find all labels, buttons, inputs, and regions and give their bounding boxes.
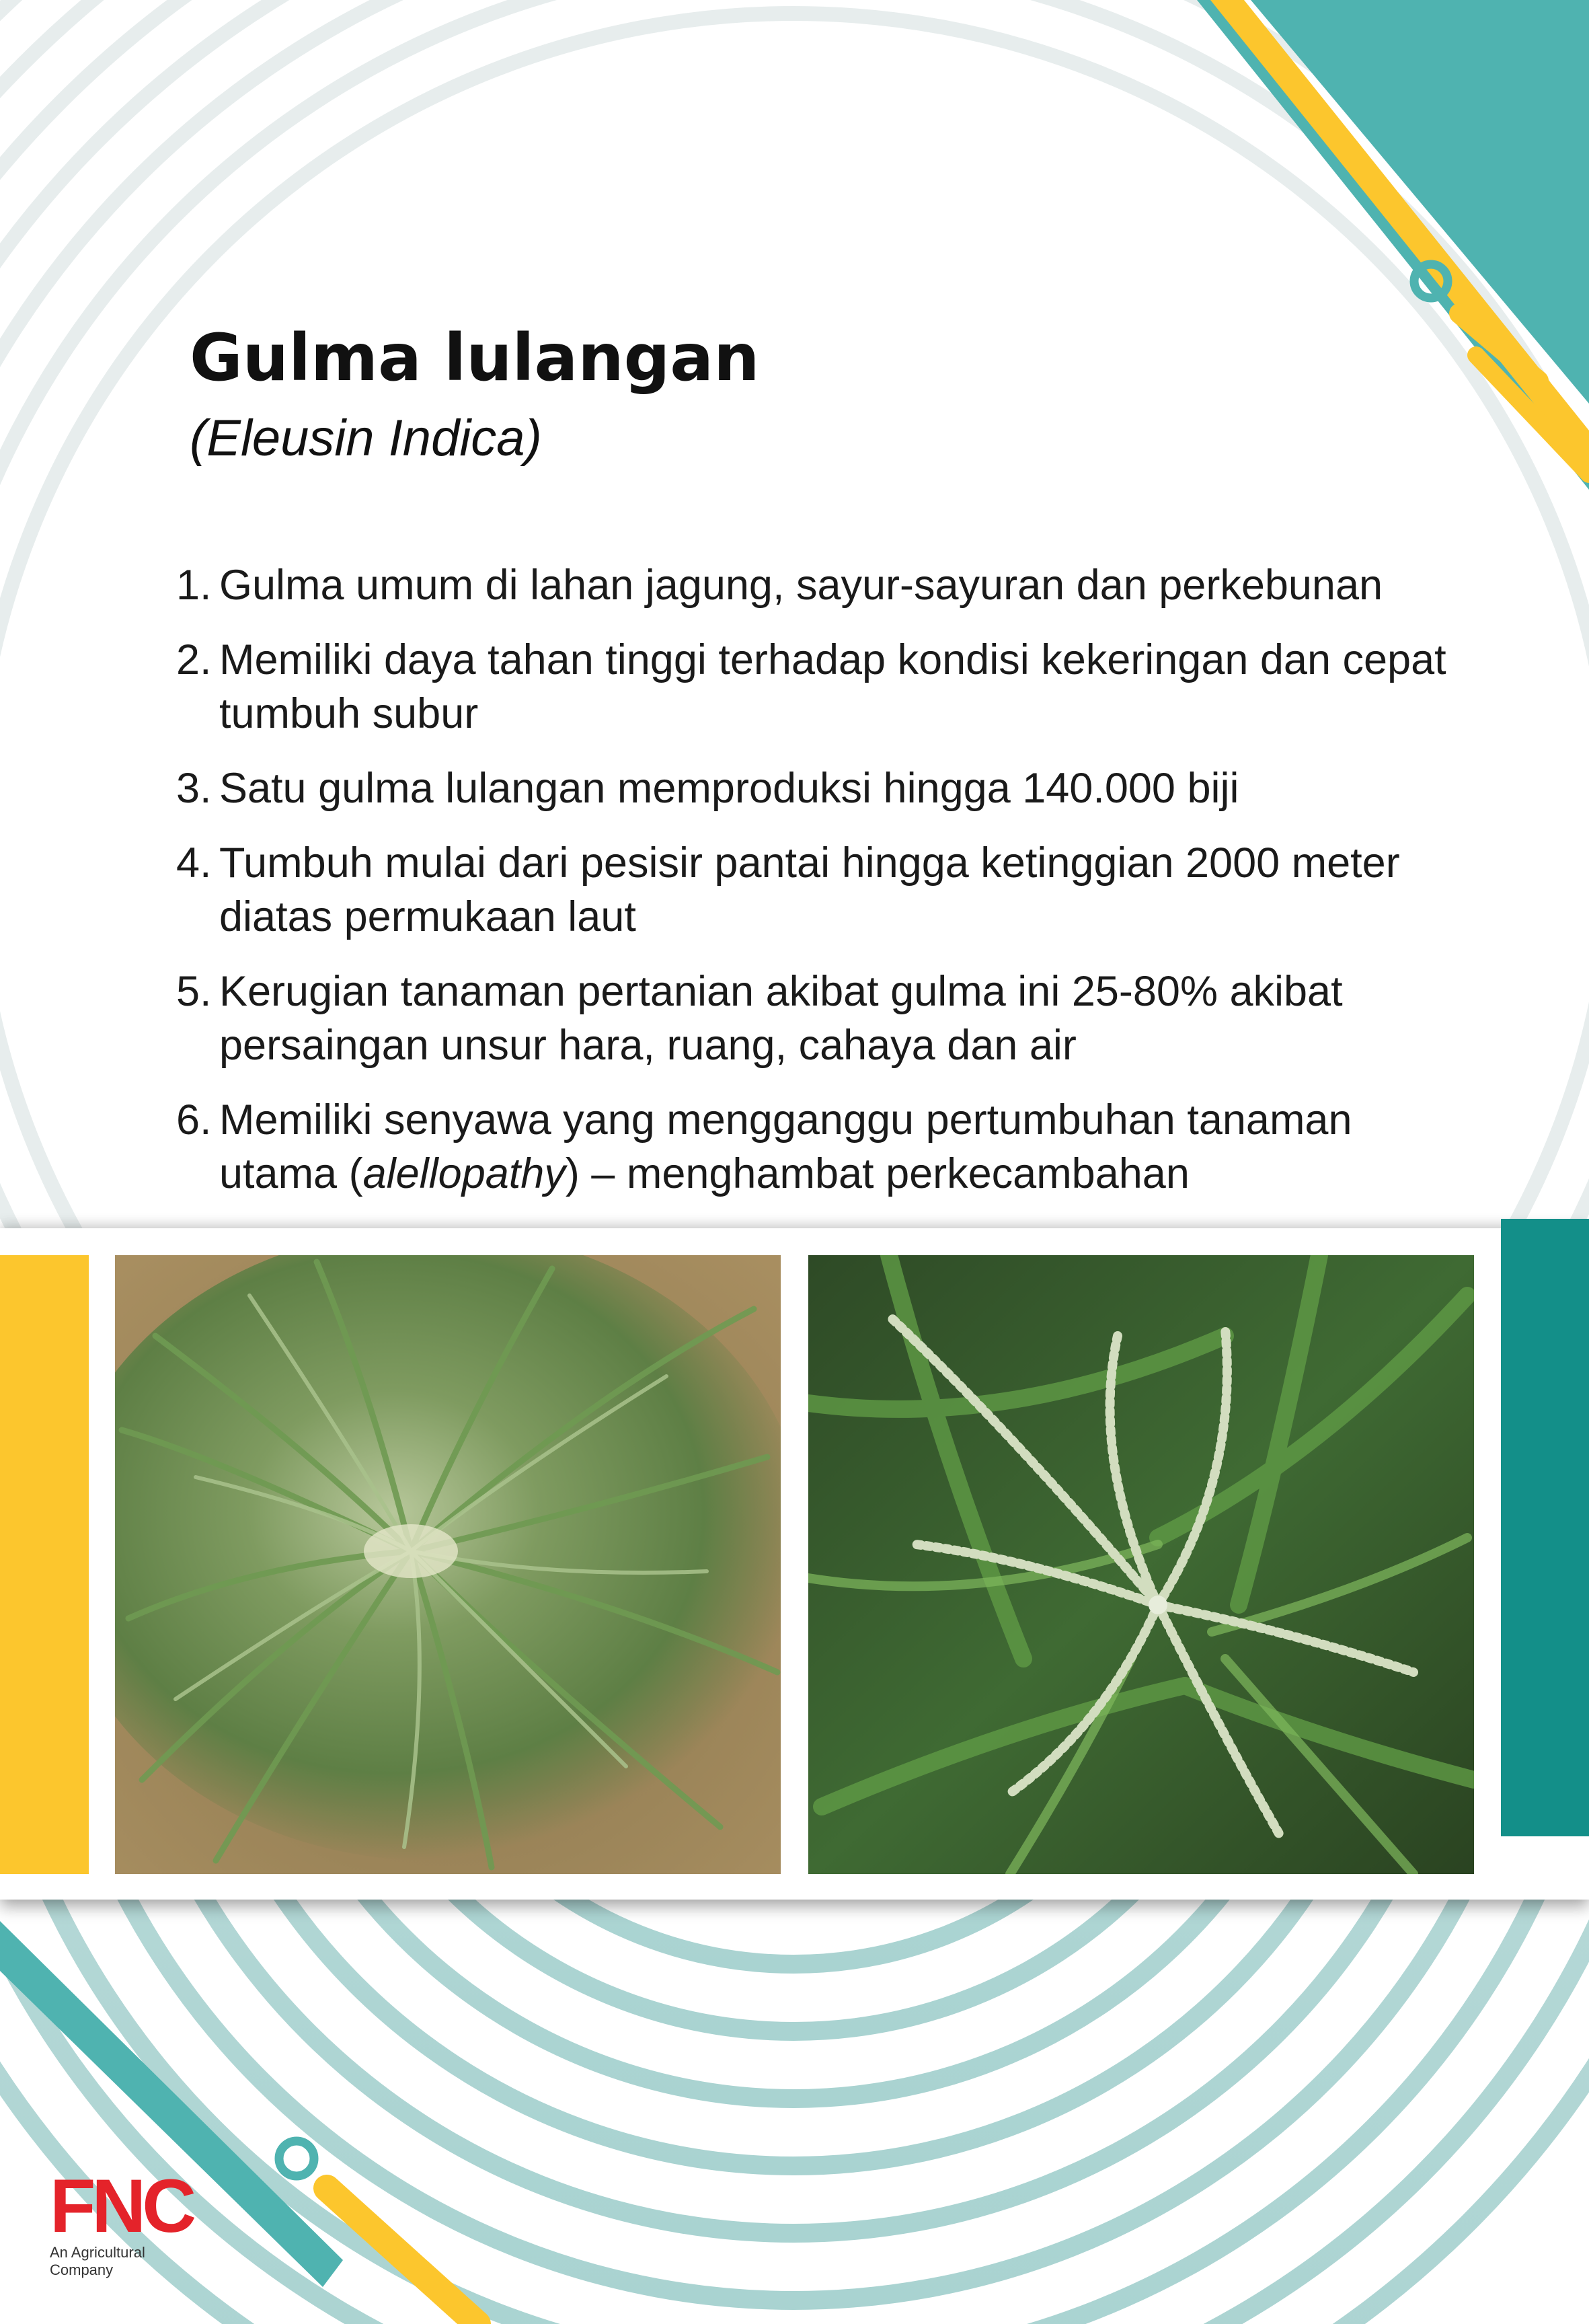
list-item-text: Tumbuh mulai dari pesisir pantai hingga ketinggian 2000 meter diatas permukaan laut	[219, 839, 1400, 940]
list-item-text	[219, 1093, 1454, 1201]
bottom-ring-icon	[279, 2141, 314, 2176]
grass-clump-photo	[115, 1255, 781, 1874]
list-item-text-italic: alellopathy	[362, 1150, 566, 1197]
teal-accent-bar	[1501, 1219, 1589, 1836]
list-item-number: 5.	[176, 968, 212, 1015]
list-item-text: Kerugian tanaman pertanian akibat gulma ini 25-80% akibat persaingan unsur hara, ruang, cahaya dan air	[219, 968, 1343, 1069]
list-item-text: Gulma umum di lahan jagung, sayur-sayuran dan perkebunan	[219, 562, 1383, 609]
page-subtitle: (Eleusin Indica)	[190, 410, 542, 467]
list-item-number: 1.	[176, 562, 212, 609]
fact-list	[176, 558, 1454, 1222]
list-item-number: 2.	[176, 636, 212, 683]
list-item-text-after: ) – menghambat perkecambahan	[565, 1150, 1190, 1197]
page-title: Gulma lulangan	[190, 320, 760, 396]
logo-tagline: An Agricultural Company	[50, 2244, 145, 2278]
list-item-text: Memiliki daya tahan tinggi terhadap kondisi kekeringan dan cepat tumbuh subur	[219, 636, 1446, 737]
list-item	[176, 836, 1454, 944]
seed-heads-photo	[808, 1255, 1474, 1874]
list-item	[176, 633, 1454, 741]
list-item	[176, 965, 1454, 1072]
list-item	[176, 761, 1454, 815]
list-item	[176, 558, 1454, 612]
fnc-logo	[50, 2164, 204, 2279]
list-item-text: Satu gulma lulangan memproduksi hingga 140.000 biji	[219, 765, 1239, 812]
list-item-number: 6.	[176, 1096, 212, 1144]
bottom-yellow-stripe	[327, 2188, 477, 2324]
list-item-number: 3.	[176, 765, 212, 812]
list-item-text-before: Memiliki senyawa yang mengganggu pertumbuhan tanaman utama (	[219, 1096, 1352, 1197]
list-item-number: 4.	[176, 839, 212, 887]
yellow-accent-bar	[0, 1255, 89, 1874]
logo-mark: FNC	[50, 2164, 193, 2248]
list-item	[176, 1093, 1454, 1201]
